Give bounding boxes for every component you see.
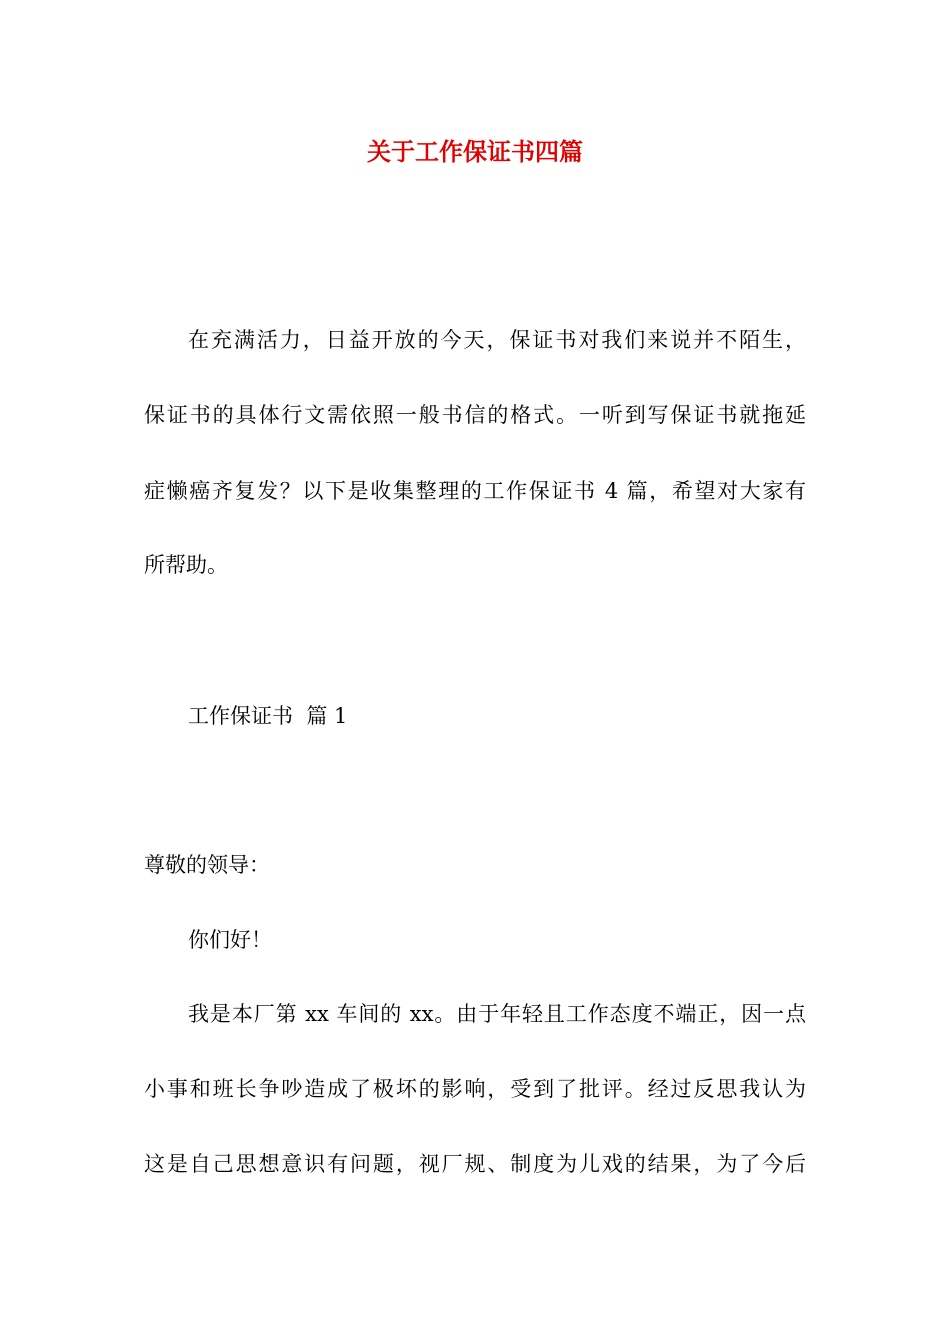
greeting: 你们好！ xyxy=(188,928,272,952)
section-heading: 工作保证书 篇 1 xyxy=(188,704,348,728)
salutation: 尊敬的领导： xyxy=(144,853,270,877)
intro-line-3: 症懒癌齐复发？以下是收集整理的工作保证书 4 篇，希望对大家有 xyxy=(144,479,806,503)
intro-line-2: 保证书的具体行文需依照一般书信的格式。一听到写保证书就拖延 xyxy=(144,403,806,427)
intro-line-1: 在充满活力，日益开放的今天，保证书对我们来说并不陌生， xyxy=(188,328,806,352)
body-line-1: 我是本厂第 xx 车间的 xx。由于年轻且工作态度不端正，因一点 xyxy=(188,1002,806,1026)
document-title: 关于工作保证书四篇 xyxy=(367,138,583,166)
body-line-3: 这是自己思想意识有问题，视厂规、制度为儿戏的结果，为了今后 xyxy=(144,1152,806,1176)
intro-line-4: 所帮助。 xyxy=(144,553,228,577)
body-line-2: 小事和班长争吵造成了极坏的影响，受到了批评。经过反思我认为 xyxy=(144,1077,806,1101)
